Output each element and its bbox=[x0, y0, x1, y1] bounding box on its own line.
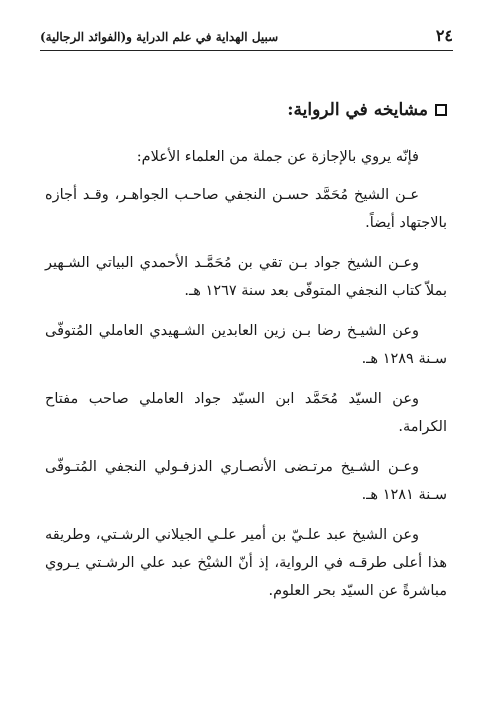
running-title: سبيل الهداية في علم الدراية و(الفوائد الرجالية) bbox=[40, 30, 279, 44]
paragraph: وعن السيّد مُحَمَّد ابن السيّد جواد العاملي صاحب مفتاح الكرامة. bbox=[45, 391, 447, 435]
page-number: ٢٤ bbox=[435, 26, 453, 45]
paragraph: وعـن الشـيخ مرتـضى الأنصـاري الدزفـولي النجفي المُتـوفّى سـنة ١٢٨١ هـ. bbox=[45, 459, 447, 503]
page-header bbox=[40, 22, 453, 51]
paragraph: وعن الشيخ عبد علـيّ بن أمير علـي الجيلاني الرشـتي، وطريقه هذا أعلى طرقـه في الرواية، إذ أنّ الشيْخ عبد علي الرشـتي يـروي مباشرةً عن السيّد بحر العلوم. bbox=[45, 527, 447, 599]
paragraph: عـن الشيخ مُحَمَّد حسـن النجفي صاحـب الجواهـر، وقـد أجازه بالاجتهاد أيضاً. bbox=[45, 187, 447, 231]
paragraph: وعن الشيـخ رضا بـن زين العابدين الشـهيدي العاملي المُتوفّى سـنة ١٢٨٩ هـ. bbox=[45, 323, 447, 367]
paragraph-intro: فإنّه يروي بالإجازة عن جملة من العلماء الأعلام: bbox=[136, 149, 419, 165]
section-heading bbox=[287, 98, 447, 122]
square-bullet-icon bbox=[435, 104, 447, 116]
section-heading-text: مشايخه في الرواية: bbox=[287, 100, 428, 120]
paragraph: وعـن الشيخ جواد بـن تقي بن مُحَمَّـد الأحمدي البياتي الشـهير بملاّ كتاب النجفي المتوفّى بعد سنة ١٢٦٧ هـ. bbox=[45, 255, 447, 299]
body-text bbox=[45, 143, 447, 617]
